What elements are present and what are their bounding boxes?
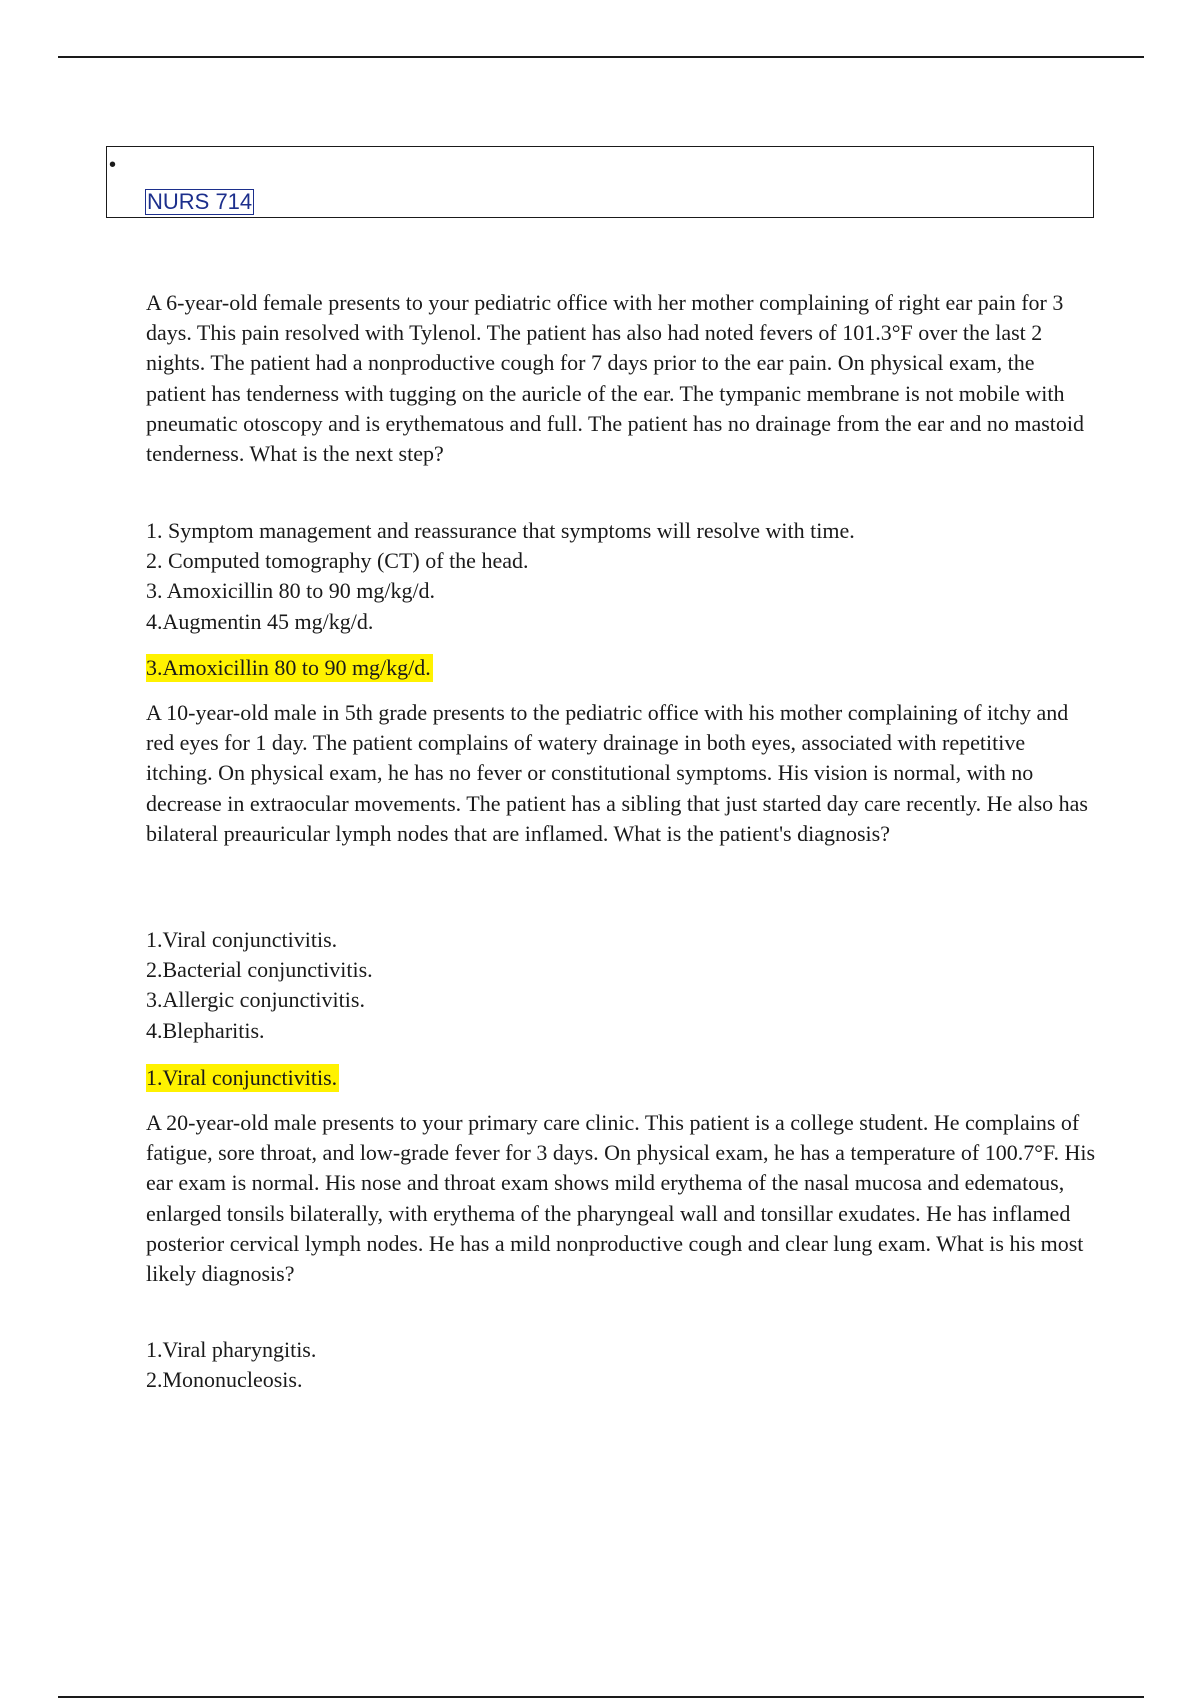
- option-item: 2.Bacterial conjunctivitis.: [146, 957, 373, 983]
- question-3-options: [146, 1335, 1096, 1395]
- top-rule: [58, 56, 1144, 58]
- question-1-answer: 3.Amoxicillin 80 to 90 mg/kg/d.: [146, 655, 431, 680]
- question-1-text: A 6-year-old female presents to your pediatric office with her mother complaining of right ear pain for 3 days. This pain resolved with Tylenol. The patient has also had noted fevers of 101.3°F over the last 2 nights. The patient had a nonproductive cough for 7 days prior to the ear pain. On physical exam, the patient has tenderness with tugging on the auricle of the ear. The tympanic membrane is not mobile with pneumatic otoscopy and is erythematous and full. The patient has no drainage from the ear and no mastoid tenderness. What is the next step?: [146, 290, 1084, 467]
- question-1-answer-wrap: [146, 654, 1096, 682]
- option-item: 3.Allergic conjunctivitis.: [146, 987, 365, 1013]
- option-item: 4.Blepharitis.: [146, 1017, 265, 1043]
- question-1-options: [146, 516, 1096, 637]
- question-2-answer: 1.Viral conjunctivitis.: [146, 1065, 338, 1090]
- option-item: 2.Mononucleosis.: [146, 1367, 303, 1393]
- option-item: 4.Augmentin 45 mg/kg/d.: [146, 608, 374, 634]
- bottom-rule: [58, 1696, 1144, 1698]
- option-item: 1.Viral conjunctivitis.: [146, 927, 338, 952]
- bullet-point: •: [109, 154, 117, 176]
- question-3-text: A 20-year-old male presents to your primary care clinic. This patient is a college student. He complains of fatigue, sore throat, and low-grade fever for 3 days. On physical exam, he has a temperature of 100.7°F. His ear exam is normal. His nose and throat exam shows mild erythema of the nasal mucosa and edematous, enlarged tonsils bilaterally, with erythema of the pharyngeal wall and tonsillar exudates. He has inflamed posterior cervical lymph nodes. He has a mild nonproductive cough and clear lung exam. What is his most likely diagnosis?: [146, 1110, 1096, 1287]
- header-box: [106, 146, 1094, 218]
- question-2-text: A 10-year-old male in 5th grade presents to the pediatric office with his mother complaining of itchy and red eyes for 1 day. The patient complains of watery drainage in both eyes, associated with repetitive itching. On physical exam, he has no fever or constitutional symptoms. His vision is normal, with no decrease in extraocular movements. The patient has a sibling that just started day care recently. He also has bilateral preauricular lymph nodes that are inflamed. What is the patient's diagnosis?: [146, 700, 1088, 846]
- course-code-link[interactable]: NURS 714: [147, 189, 253, 214]
- question-1: [146, 288, 1096, 469]
- option-item: 1. Symptom management and reassurance that symptoms will resolve with time.: [146, 518, 855, 543]
- option-item: 2. Computed tomography (CT) of the head.: [146, 548, 529, 574]
- option-item: 3. Amoxicillin 80 to 90 mg/kg/d.: [146, 578, 436, 604]
- question-2-answer-wrap: [146, 1064, 1096, 1092]
- option-item: 1.Viral pharyngitis.: [146, 1337, 317, 1362]
- question-3: [146, 1108, 1096, 1289]
- question-2-options: [146, 925, 1096, 1046]
- question-2: [146, 698, 1096, 849]
